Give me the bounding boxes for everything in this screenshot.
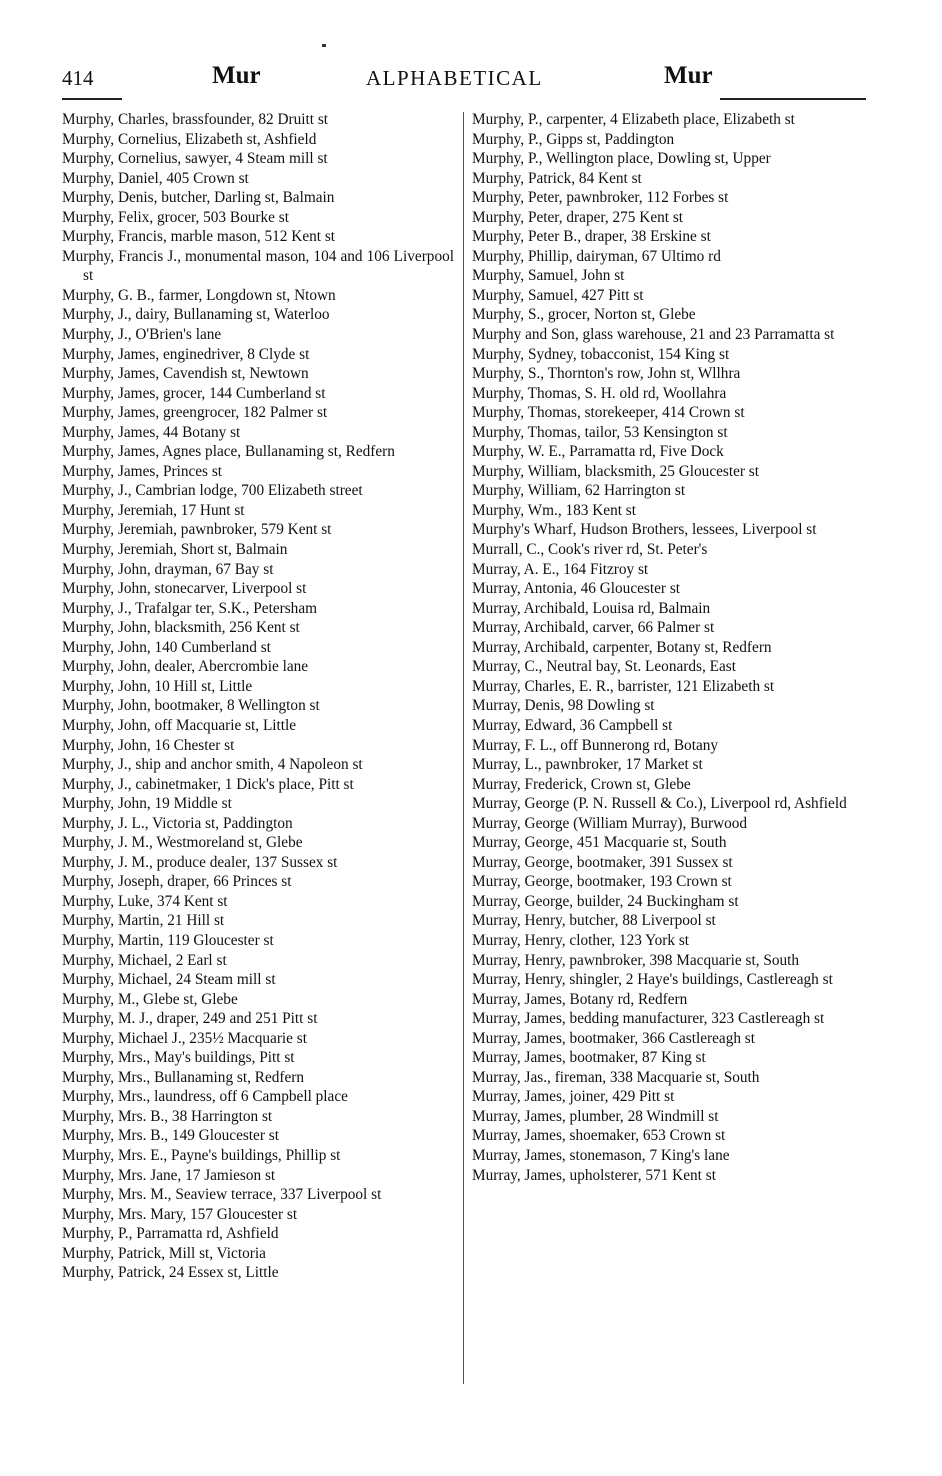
- directory-entry: Murphy, Jeremiah, 17 Hunt st: [62, 501, 245, 519]
- directory-entry: Murphy, M., Glebe st, Glebe: [62, 990, 238, 1008]
- directory-entry: Murphy, J., dairy, Bullanaming st, Waterloo: [62, 306, 330, 324]
- directory-entry: Murray, Henry, pawnbroker, 398 Macquarie st, South: [472, 951, 800, 969]
- directory-entry: Murray, Henry, butcher, 88 Liverpool st: [472, 912, 716, 930]
- directory-entry: Murphy, Denis, butcher, Darling st, Balmain: [62, 189, 335, 207]
- directory-entry: Murphy, J. M., Westmoreland st, Glebe: [62, 834, 303, 852]
- left-guide-word: Mur: [212, 62, 261, 89]
- directory-entry: Murphy, John, blacksmith, 256 Kent st: [62, 619, 300, 637]
- directory-entry: Murphy, Patrick, Mill st, Victoria: [62, 1244, 266, 1262]
- directory-entry: Murphy, Mrs. M., Seaview terrace, 337 Liverpool st: [62, 1186, 382, 1204]
- directory-entry: Murphy, Mrs., May's buildings, Pitt st: [62, 1049, 295, 1067]
- directory-entry: Murray, James, stonemason, 7 King's lane: [472, 1146, 730, 1164]
- directory-entry: Murphy, Patrick, 24 Essex st, Little: [62, 1264, 279, 1282]
- directory-entry: Murphy, Felix, grocer, 503 Bourke st: [62, 208, 289, 226]
- directory-entry: Murray, James, Botany rd, Redfern: [472, 990, 688, 1008]
- directory-entry: Murphy, John, 140 Cumberland st: [62, 638, 271, 656]
- directory-entry: Murphy, Michael, 24 Steam mill st: [62, 971, 276, 989]
- directory-entry: Murphy, James, Agnes place, Bullanaming st, Redfern: [62, 443, 395, 461]
- directory-entry: Murray, James, bootmaker, 87 King st: [472, 1049, 706, 1067]
- directory-entry: Murphy, Mrs. B., 149 Gloucester st: [62, 1127, 279, 1145]
- directory-entry: Murphy, Wm., 183 Kent st: [472, 501, 637, 519]
- directory-entry: Murray, George, 451 Macquarie st, South: [472, 834, 727, 852]
- directory-entry: Murphy, Martin, 119 Gloucester st: [62, 931, 274, 949]
- directory-entry: Murray, L., pawnbroker, 17 Market st: [472, 756, 703, 774]
- directory-entry: Murphy, John, dealer, Abercrombie lane: [62, 658, 309, 676]
- directory-entry: Murray, James, shoemaker, 653 Crown st: [472, 1127, 726, 1145]
- directory-entry: Murray, F. L., off Bunnerong rd, Botany: [472, 736, 719, 754]
- directory-entry: Murphy, Joseph, draper, 66 Princes st: [62, 873, 292, 891]
- directory-entry: Murray, James, joiner, 429 Pitt st: [472, 1088, 675, 1106]
- directory-entry: Murphy, James, grocer, 144 Cumberland st: [62, 384, 326, 402]
- directory-entry: Murray, Henry, clother, 123 York st: [472, 931, 690, 949]
- directory-entry: Murphy, John, drayman, 67 Bay st: [62, 560, 274, 578]
- directory-entry: Murphy, James, greengrocer, 182 Palmer st: [62, 404, 328, 422]
- directory-entry: Murphy, Francis, marble mason, 512 Kent st: [62, 228, 336, 246]
- directory-entry: Murphy, J. L., Victoria st, Paddington: [62, 814, 293, 832]
- directory-entry: Murray, George (P. N. Russell & Co.), Liverpool rd, Ashfield: [472, 795, 847, 813]
- directory-entry: Murphy, John, off Macquarie st, Little: [62, 716, 297, 734]
- directory-entry: Murphy, Michael J., 235½ Macquarie st: [62, 1029, 307, 1047]
- directory-entry: Murphy, Patrick, 84 Kent st: [472, 169, 642, 187]
- directory-entry: Murphy, Mrs. E., Payne's buildings, Phillip st: [62, 1146, 341, 1164]
- directory-entry: Murphy, Cornelius, sawyer, 4 Steam mill st: [62, 150, 328, 168]
- directory-entry: Murphy, Sydney, tobacconist, 154 King st: [472, 345, 730, 363]
- directory-entry: Murphy, Samuel, John st: [472, 267, 625, 285]
- directory-entry: Murray, James, plumber, 28 Windmill st: [472, 1107, 719, 1125]
- directory-entry: Murphy, S., Thornton's row, John st, Wllhra: [472, 365, 741, 383]
- directory-entry: Murphy, John, 19 Middle st: [62, 795, 232, 813]
- directory-entry: Murray, Edward, 36 Campbell st: [472, 716, 673, 734]
- directory-entry: Murray, A. E., 164 Fitzroy st: [472, 560, 649, 578]
- directory-entry: Murphy, James, 44 Botany st: [62, 423, 241, 441]
- directory-entry: Murphy, Mrs., laundress, off 6 Campbell place: [62, 1088, 348, 1106]
- left-column: [62, 110, 454, 1283]
- directory-entry: Murphy, Samuel, 427 Pitt st: [472, 286, 644, 304]
- directory-entry: Murphy, Mrs. Mary, 157 Gloucester st: [62, 1205, 298, 1223]
- directory-entry: Murphy, William, blacksmith, 25 Gloucester st: [472, 462, 760, 480]
- directory-entry: Murphy, John, 16 Chester st: [62, 736, 235, 754]
- directory-entry: Murphy, J., O'Brien's lane: [62, 326, 222, 344]
- directory-entry: Murphy, John, stonecarver, Liverpool st: [62, 580, 307, 598]
- directory-entry: Murray, James, bootmaker, 366 Castlereagh st: [472, 1029, 756, 1047]
- directory-entry: Murray, Henry, shingler, 2 Haye's buildings, Castlereagh st: [472, 971, 833, 989]
- print-speck: [322, 44, 326, 47]
- page-header: [0, 62, 942, 98]
- directory-entry: Murphy, Mrs. B., 38 Harrington st: [62, 1107, 273, 1125]
- directory-entry: Murphy, Thomas, storekeeper, 414 Crown st: [472, 404, 745, 422]
- directory-entry: Murphy, J., Trafalgar ter, S.K., Petersham: [62, 599, 318, 617]
- directory-entry: Murphy, John, bootmaker, 8 Wellington st: [62, 697, 320, 715]
- directory-entry: Murphy, Thomas, tailor, 53 Kensington st: [472, 423, 728, 441]
- directory-entry: Murphy, P., Wellington place, Dowling st, Upper: [472, 150, 771, 168]
- directory-entry: Murray, Charles, E. R., barrister, 121 Elizabeth st: [472, 677, 775, 695]
- directory-entry: Murphy, Jeremiah, pawnbroker, 579 Kent st: [62, 521, 332, 539]
- directory-entry: Murray, Jas., fireman, 338 Macquarie st, South: [472, 1068, 760, 1086]
- directory-entry: Murphy, J., cabinetmaker, 1 Dick's place, Pitt st: [62, 775, 354, 793]
- directory-entry: Murphy, Mrs., Bullanaming st, Redfern: [62, 1068, 305, 1086]
- directory-entry: Murphy, S., grocer, Norton st, Glebe: [472, 306, 696, 324]
- directory-entry: Murphy, W. E., Parramatta rd, Five Dock: [472, 443, 724, 461]
- directory-entry: Murray, James, bedding manufacturer, 323 Castlereagh st: [472, 1010, 825, 1028]
- directory-entry: Murphy, Jeremiah, Short st, Balmain: [62, 541, 288, 559]
- directory-entry: Murphy, William, 62 Harrington st: [472, 482, 686, 500]
- directory-entry: Murphy, James, Cavendish st, Newtown: [62, 365, 309, 383]
- header-rule-left: [62, 98, 122, 100]
- directory-entry: Murphy, Phillip, dairyman, 67 Ultimo rd: [472, 247, 721, 265]
- directory-entry: Murphy, P., carpenter, 4 Elizabeth place, Elizabeth st: [472, 111, 795, 128]
- directory-entry: Murray, George, bootmaker, 193 Crown st: [472, 873, 732, 891]
- directory-entry: Murray, Archibald, Louisa rd, Balmain: [472, 599, 711, 617]
- directory-entry: Murrall, C., Cook's river rd, St. Peter's: [472, 541, 708, 559]
- directory-entry: Murphy, J., ship and anchor smith, 4 Napoleon st: [62, 756, 363, 774]
- directory-entry: Murphy, Thomas, S. H. old rd, Woollahra: [472, 384, 727, 402]
- directory-entry: Murray, Denis, 98 Dowling st: [472, 697, 655, 715]
- directory-entry: Murray, George, bootmaker, 391 Sussex st: [472, 853, 733, 871]
- directory-entry: Murphy, J. M., produce dealer, 137 Sussex st: [62, 853, 338, 871]
- directory-entry: Murphy, J., Cambrian lodge, 700 Elizabeth street: [62, 482, 363, 500]
- directory-entry: Murphy, Daniel, 405 Crown st: [62, 169, 249, 187]
- directory-entry: Murray, George, builder, 24 Buckingham st: [472, 892, 739, 910]
- right-column: [472, 110, 866, 1185]
- directory-entry: Murray, Archibald, carver, 66 Palmer st: [472, 619, 715, 637]
- directory-entry: Murphy, G. B., farmer, Longdown st, Ntown: [62, 286, 336, 304]
- directory-entry: Murphy, Peter B., draper, 38 Erskine st: [472, 228, 711, 246]
- directory-entry: Murphy, Michael, 2 Earl st: [62, 951, 227, 969]
- header-rule-right: [720, 98, 866, 100]
- page-title: ALPHABETICAL: [366, 66, 543, 90]
- directory-entry: Murphy, Charles, brassfounder, 82 Druitt st: [62, 111, 329, 128]
- directory-entry: Murphy's Wharf, Hudson Brothers, lessees, Liverpool st: [472, 521, 817, 539]
- directory-entry: Murray, Antonia, 46 Gloucester st: [472, 580, 681, 598]
- directory-entry: Murray, Frederick, Crown st, Glebe: [472, 775, 691, 793]
- column-divider: [463, 112, 464, 1384]
- directory-entry: Murray, Archibald, carpenter, Botany st, Redfern: [472, 638, 772, 656]
- directory-entry: Murphy, M. J., draper, 249 and 251 Pitt st: [62, 1010, 318, 1028]
- directory-entry: Murphy, Peter, pawnbroker, 112 Forbes st: [472, 189, 729, 207]
- directory-entry: Murphy, James, Princes st: [62, 462, 223, 480]
- directory-entry: Murphy, P., Parramatta rd, Ashfield: [62, 1225, 279, 1243]
- right-guide-word: Mur: [664, 62, 713, 89]
- page-number: 414: [62, 66, 94, 90]
- directory-entry: Murray, George (William Murray), Burwood: [472, 814, 748, 832]
- directory-entry: Murray, C., Neutral bay, St. Leonards, East: [472, 658, 736, 676]
- directory-entry: Murphy, Peter, draper, 275 Kent st: [472, 208, 684, 226]
- directory-entry: Murphy, Martin, 21 Hill st: [62, 912, 225, 930]
- directory-entry: Murphy, Luke, 374 Kent st: [62, 892, 228, 910]
- directory-entry: Murphy, Cornelius, Elizabeth st, Ashfield: [62, 130, 317, 148]
- directory-entry: Murphy, Francis J., monumental mason, 104 and 106 Liverpool st: [62, 247, 454, 285]
- directory-entry: Murphy, Mrs. Jane, 17 Jamieson st: [62, 1166, 276, 1184]
- directory-entry: Murphy, John, 10 Hill st, Little: [62, 677, 253, 695]
- directory-entry: Murphy, James, enginedriver, 8 Clyde st: [62, 345, 310, 363]
- directory-entry: Murray, James, upholsterer, 571 Kent st: [472, 1166, 716, 1184]
- directory-entry: Murphy and Son, glass warehouse, 21 and 23 Parramatta st: [472, 326, 835, 344]
- directory-entry: Murphy, P., Gipps st, Paddington: [472, 130, 675, 148]
